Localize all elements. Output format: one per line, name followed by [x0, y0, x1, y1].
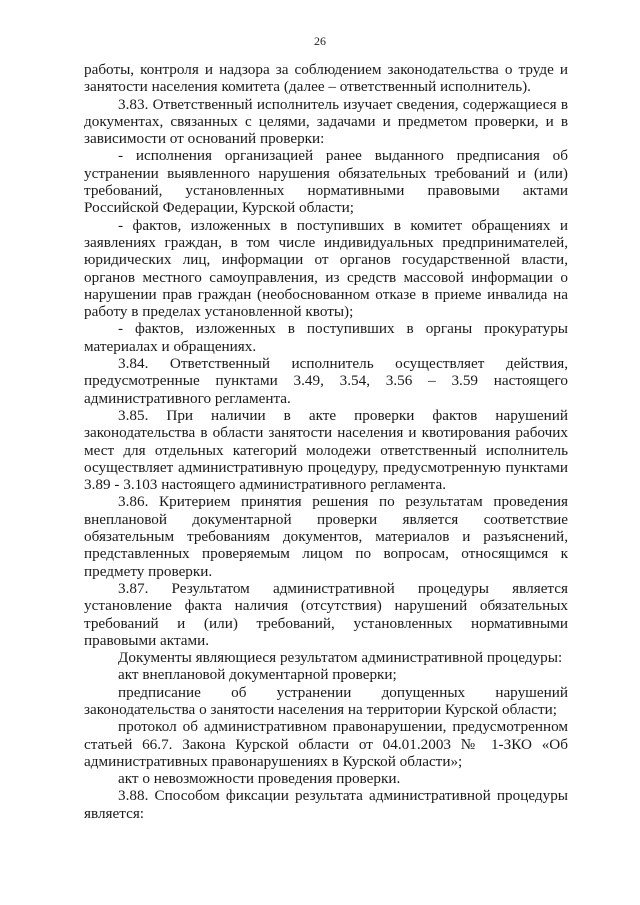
paragraph: 3.85. При наличии в акте проверки фактов нарушений законодательства в области занятости населения и квотирования рабочих мест для отдельных категорий молодежи ответственный исполнитель осуществляет административную процедуру, предусмотренную пунктами 3.89 - 3.103 настоящего административного регламента. — [84, 406, 568, 494]
list-item: предписание об устранении допущенных нарушений законодательства о занятости населения на территории Курской области; — [84, 683, 568, 718]
paragraph: работы, контроля и надзора за соблюдением законодательства о труде и занятости населения комитета (далее – ответственный исполнитель). — [84, 61, 568, 96]
paragraph: 3.88. Способом фиксации результата административной процедуры является: — [84, 787, 568, 822]
paragraph: 3.87. Результатом административной процедуры является установление факта наличия (отсутствия) нарушений обязательных требований и (или) требований, установленных нормативными правовыми актами. — [84, 579, 568, 649]
list-item: акт внеплановой документарной проверки; — [118, 666, 397, 684]
paragraph: Документы являющиеся результатом административной процедуры: — [118, 649, 563, 667]
body-text — [84, 61, 568, 822]
list-item: - фактов, изложенных в поступивших в комитет обращениях и заявлениях граждан, в том числе индивидуальных предпринимателей, юридических лиц, информации от органов государственной власти, органов местного самоуправления, из средств массовой информации о нарушении прав граждан (необоснованном отказе в приеме инвалида на работу в пределах установленной квоты); — [84, 216, 568, 321]
page-number: 26 — [314, 34, 326, 48]
list-item: - исполнения организацией ранее выданного предписания об устранении выявленного нарушения обязательных требований и (или) требований, установленных нормативными правовыми актами Российской Федерации, Курской области; — [84, 147, 568, 217]
paragraph: 3.83. Ответственный исполнитель изучает сведения, содержащиеся в документах, связанных с целями, задачами и предметом проверки, и в зависимости от оснований проверки: — [84, 95, 568, 148]
list-item: протокол об административном правонарушении, предусмотренном статьей 66.7. Закона Курской области от 04.01.2003 № 1-ЗКО «Об административных правонарушениях в Курской области»; — [84, 718, 568, 770]
list-item: акт о невозможности проведения проверки. — [118, 770, 401, 788]
list-item: - фактов, изложенных в поступивших в органы прокуратуры материалах и обращениях. — [84, 320, 568, 355]
paragraph: 3.84. Ответственный исполнитель осуществляет действия, предусмотренные пунктами 3.49, 3.54, 3.56 – 3.59 настоящего административного регламента. — [84, 355, 568, 407]
paragraph: 3.86. Критерием принятия решения по результатам проведения внеплановой документарной проверки является соответствие обязательным требованиям документов, материалов и разъяснений, представленных проверяемым лицом по вопросам, относящимся к предмету проверки. — [84, 493, 568, 580]
